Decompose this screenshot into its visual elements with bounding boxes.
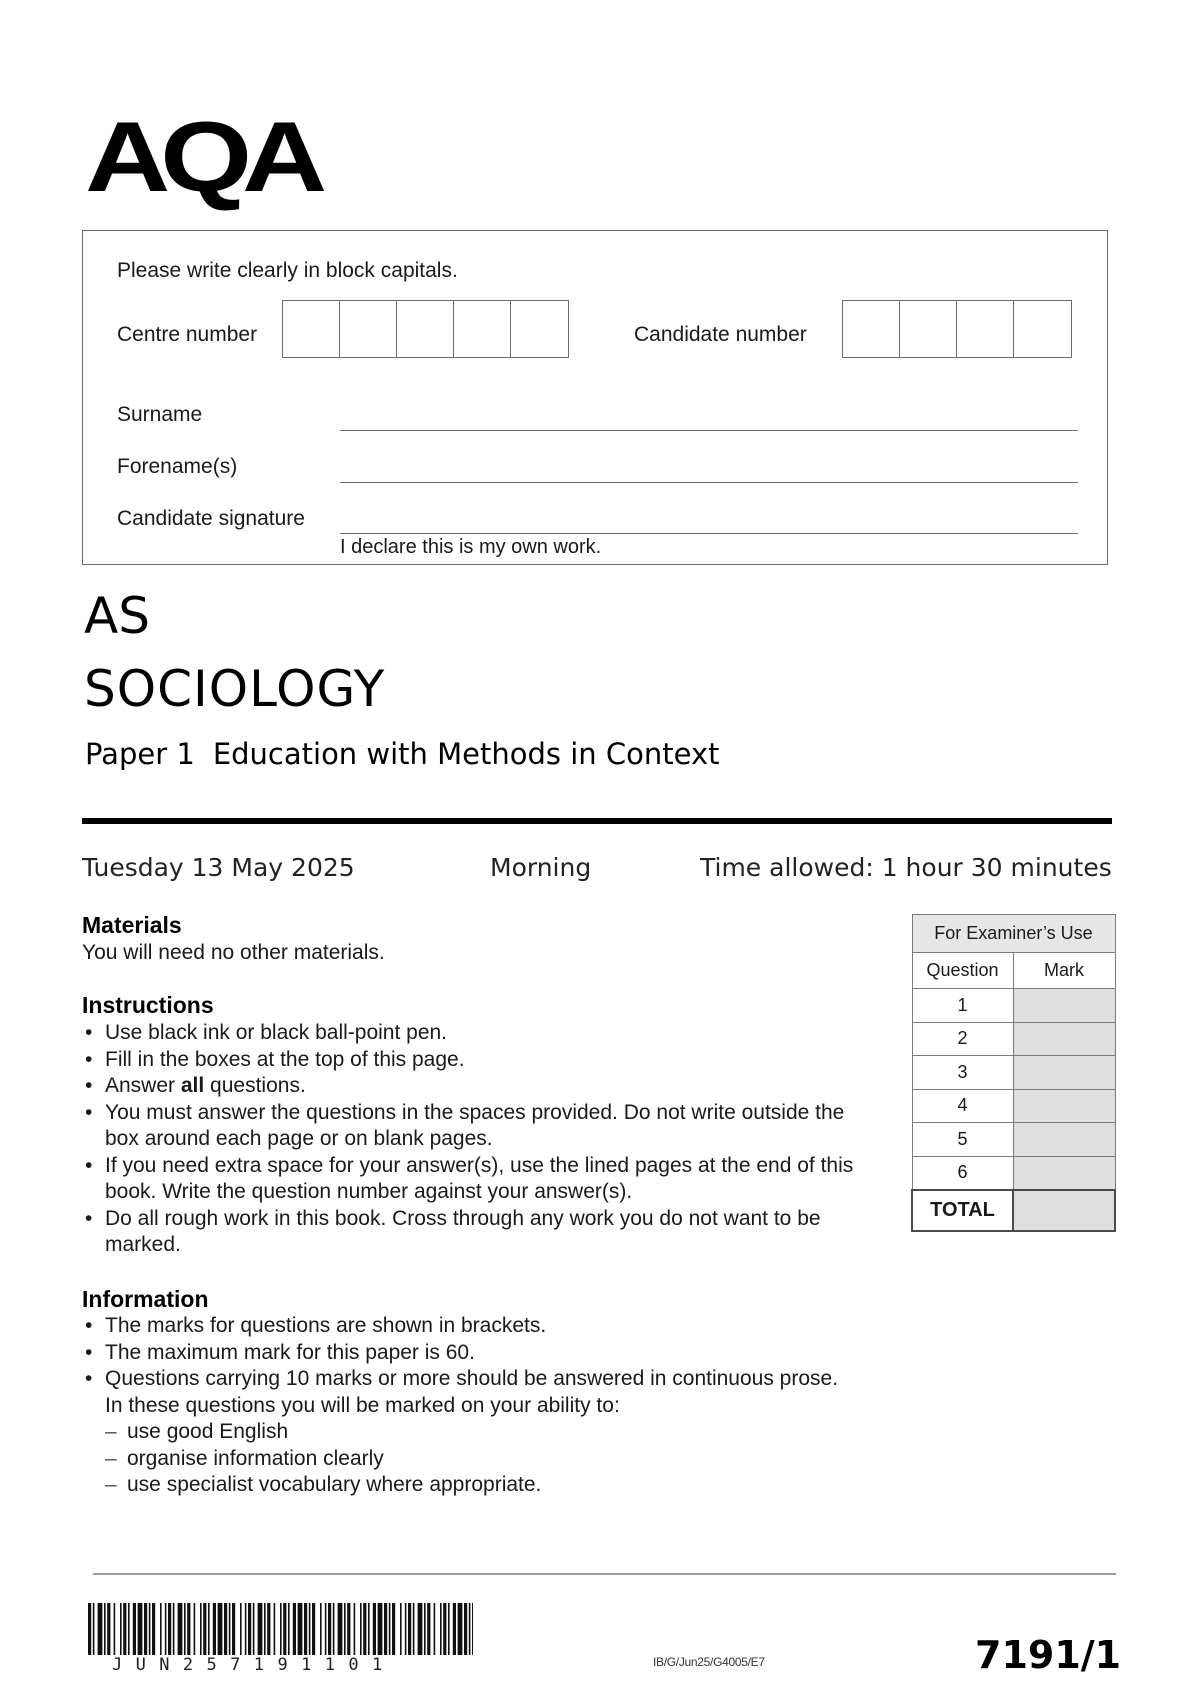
barcode-bar (288, 1603, 290, 1655)
declaration-text: I declare this is my own work. (340, 536, 602, 558)
list-item: – use good English (105, 1419, 905, 1446)
list-item: • Use black ink or black ball-point pen. (82, 1020, 882, 1047)
surname-label: Surname (117, 403, 203, 426)
mark-cell (1013, 1123, 1115, 1157)
barcode-bar (283, 1603, 286, 1655)
examiner-use-table (911, 914, 1116, 1232)
answer-all-emphasis: all (180, 1074, 205, 1097)
forename-label: Forename(s) (117, 455, 238, 478)
barcode-bar (203, 1603, 206, 1655)
barcode-bar (208, 1603, 210, 1655)
barcode-bar (173, 1603, 175, 1655)
total-label: TOTAL (912, 1190, 1013, 1231)
materials-heading: Materials (82, 912, 182, 938)
barcode-bar (469, 1603, 471, 1655)
barcode-bar (363, 1603, 366, 1655)
barcode-bar (168, 1603, 171, 1655)
barcode-bar (144, 1603, 147, 1655)
barcode-bar (88, 1603, 91, 1655)
candidate-digit-box[interactable] (957, 301, 1014, 357)
barcode-bar (384, 1603, 387, 1655)
barcode-bar (458, 1603, 463, 1655)
candidate-number-label: Candidate number (634, 323, 807, 346)
answer-all-text-end: questions. (204, 1074, 306, 1097)
list-item: • If you need extra space for your answer(s), use the lined pages at the end of this book. Write the question number against your answer(s). (82, 1153, 882, 1206)
barcode-bar (405, 1603, 407, 1655)
question-number-cell: 4 (912, 1089, 1013, 1123)
barcode-bar (400, 1603, 402, 1655)
paper-name: Education with Methods in Context (212, 737, 720, 771)
question-number-cell: 1 (912, 989, 1013, 1023)
list-item: • The maximum mark for this paper is 60. (82, 1340, 882, 1367)
barcode-bar (280, 1603, 282, 1655)
barcode-bar (194, 1603, 196, 1655)
barcode-bar (178, 1603, 183, 1655)
centre-number-label: Centre number (117, 323, 258, 346)
centre-digit-box[interactable] (283, 301, 340, 357)
barcode-bar (152, 1603, 155, 1655)
barcode-bar (245, 1603, 247, 1655)
barcode-bar (229, 1603, 231, 1655)
mark-column-header: Mark (1013, 953, 1115, 989)
centre-digit-box[interactable] (397, 301, 454, 357)
title-divider (82, 818, 1112, 824)
instructions-list (82, 1020, 882, 1259)
barcode-bar (120, 1603, 122, 1655)
barcode-bar (133, 1603, 136, 1655)
barcode-bar (93, 1603, 95, 1655)
barcode-bar (309, 1603, 311, 1655)
mark-cell (1013, 1089, 1115, 1123)
barcode-bar (274, 1603, 276, 1655)
list-item: • Do all rough work in this book. Cross through any work you do not want to be marked. (82, 1206, 882, 1259)
barcode-bar (338, 1603, 343, 1655)
signature-line[interactable] (340, 533, 1078, 534)
barcode-bar (378, 1603, 383, 1655)
barcode-bar (114, 1603, 116, 1655)
barcode-bar (107, 1603, 110, 1655)
barcode-bar (240, 1603, 242, 1655)
barcode-bar (165, 1603, 167, 1655)
barcode-bar (448, 1603, 450, 1655)
materials-text: You will need no other materials. (82, 941, 385, 964)
list-item (82, 1366, 882, 1499)
barcode-bar (304, 1603, 307, 1655)
qualification-level: AS (84, 587, 150, 645)
continuous-prose-text: • Questions carrying 10 marks or more should be answered in continuous prose. (105, 1367, 839, 1390)
barcode-bar (258, 1603, 263, 1655)
list-item: • Fill in the boxes at the top of this page. (82, 1047, 882, 1074)
barcode-bar (408, 1603, 411, 1655)
centre-number-boxes[interactable] (282, 300, 569, 358)
mark-cell (1013, 1156, 1115, 1190)
mark-cell (1013, 1056, 1115, 1090)
barcode-bar (200, 1603, 202, 1655)
barcode-bar (360, 1603, 362, 1655)
barcode-bar (123, 1603, 126, 1655)
answer-all-text: Answer (105, 1074, 181, 1097)
list-item: • You must answer the questions in the spaces provided. Do not write outside the box around each page or on blank pages. (82, 1100, 882, 1153)
question-number-cell: 2 (912, 1022, 1013, 1056)
surname-line[interactable] (340, 430, 1078, 431)
marking-intro-text: In these questions you will be marked on your ability to: (105, 1393, 620, 1417)
barcode-bar (312, 1603, 315, 1655)
barcode-bar (264, 1603, 266, 1655)
barcode-bar (149, 1603, 151, 1655)
candidate-number-boxes[interactable] (842, 300, 1072, 358)
centre-digit-box[interactable] (454, 301, 511, 357)
information-list (82, 1313, 882, 1499)
barcode-bar (333, 1603, 335, 1655)
barcode-bar (104, 1603, 106, 1655)
examiner-table-title: For Examiner’s Use (912, 915, 1115, 953)
centre-digit-box[interactable] (340, 301, 397, 357)
barcode-bar (184, 1603, 186, 1655)
barcode-bar (373, 1603, 376, 1655)
barcode-bar (232, 1603, 235, 1655)
exam-date: Tuesday 13 May 2025 (82, 853, 355, 882)
candidate-digit-box[interactable] (900, 301, 957, 357)
footer-divider (93, 1573, 1116, 1575)
list-item: – use specialist vocabulary where appropriate. (105, 1472, 905, 1499)
candidate-details-box (82, 230, 1108, 565)
barcode-bar (248, 1603, 251, 1655)
barcode-bar (443, 1603, 446, 1655)
list-item: • The marks for questions are shown in brackets. (82, 1313, 882, 1340)
barcode-bar (293, 1603, 296, 1655)
marking-criteria-list (105, 1419, 905, 1499)
question-number-cell: 5 (912, 1123, 1013, 1157)
barcode-bar (267, 1603, 270, 1655)
barcode-bar (389, 1603, 391, 1655)
question-column-header: Question (912, 953, 1013, 989)
barcode-bar (98, 1603, 103, 1655)
barcode-number: JUN257191101 (112, 1655, 396, 1675)
paper-code: 7191/1 (975, 1633, 1122, 1677)
instructions-heading: Instructions (82, 992, 214, 1018)
barcode-bar (472, 1603, 473, 1655)
barcode-bar (424, 1603, 426, 1655)
paper-number: Paper 1 (85, 737, 195, 771)
barcode-bar (328, 1603, 331, 1655)
signature-label: Candidate signature (117, 507, 305, 530)
barcode-bar (187, 1603, 190, 1655)
barcode-bar (298, 1603, 303, 1655)
information-heading: Information (82, 1286, 209, 1312)
barcode-bar (427, 1603, 430, 1655)
barcode-bar (138, 1603, 143, 1655)
exam-session: Morning (490, 853, 592, 882)
barcode-bar (160, 1603, 162, 1655)
question-number-cell: 6 (912, 1156, 1013, 1190)
barcode-bar (213, 1603, 216, 1655)
barcode-bar (453, 1603, 456, 1655)
question-number-cell: 3 (912, 1056, 1013, 1090)
paper-title (85, 737, 720, 771)
barcode (88, 1603, 473, 1655)
barcode-bar (354, 1603, 356, 1655)
barcode-bar (320, 1603, 322, 1655)
barcode-bar (218, 1603, 223, 1655)
barcode-bar (347, 1603, 350, 1655)
document-reference: IB/G/Jun25/G4005/E7 (653, 1655, 765, 1669)
barcode-bar (368, 1603, 370, 1655)
list-item: – organise information clearly (105, 1446, 905, 1473)
aqa-logo: AQA (85, 102, 318, 213)
barcode-bar (464, 1603, 467, 1655)
barcode-bar (392, 1603, 395, 1655)
total-mark-cell (1013, 1190, 1115, 1231)
mark-cell (1013, 989, 1115, 1023)
subject-title: SOCIOLOGY (84, 660, 386, 718)
barcode-bar (434, 1603, 436, 1655)
barcode-bar (413, 1603, 415, 1655)
barcode-bar (253, 1603, 255, 1655)
barcode-bar (325, 1603, 327, 1655)
mark-cell (1013, 1022, 1115, 1056)
barcode-bar (128, 1603, 130, 1655)
block-capitals-instruction: Please write clearly in block capitals. (117, 259, 458, 282)
forename-line[interactable] (340, 482, 1078, 483)
barcode-bar (440, 1603, 442, 1655)
centre-digit-box[interactable] (511, 301, 568, 357)
list-item (82, 1073, 882, 1100)
time-allowed: Time allowed: 1 hour 30 minutes (700, 853, 1112, 882)
barcode-bar (344, 1603, 346, 1655)
barcode-bar (224, 1603, 227, 1655)
candidate-digit-box[interactable] (1014, 301, 1071, 357)
barcode-bar (418, 1603, 423, 1655)
candidate-digit-box[interactable] (843, 301, 900, 357)
